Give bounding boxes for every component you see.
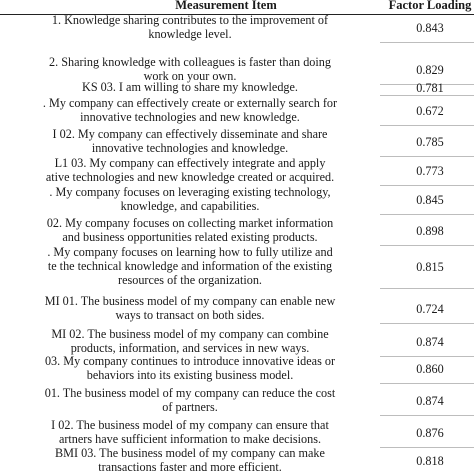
measurement-item-cell xyxy=(0,216,380,244)
factor-loading-cell: 0.672 xyxy=(416,104,444,118)
measurement-item-text: innovative technologies and new knowledge. xyxy=(80,110,300,124)
factor-loading-cell: 0.845 xyxy=(416,193,444,207)
table-row xyxy=(0,127,474,155)
factor-loading-cell: 0.785 xyxy=(416,135,444,149)
measurement-item-cell xyxy=(0,294,380,322)
row-divider xyxy=(380,415,474,416)
factor-loading-cell: 0.724 xyxy=(416,302,444,316)
measurement-item-text: ways to transact on both sides. xyxy=(115,308,265,322)
row-divider xyxy=(380,323,474,324)
table-row xyxy=(0,446,474,474)
measurement-item-text: 2. Sharing knowledge with colleagues is faster than doing xyxy=(49,55,331,69)
table-row xyxy=(0,216,474,244)
table-row xyxy=(0,294,474,322)
measurement-item-text: I 02. The business model of my company can ensure that xyxy=(51,418,329,432)
table-row xyxy=(0,55,474,83)
measurement-item-text: products, information, and services in new ways. xyxy=(70,341,310,355)
measurement-item-text: MI 02. The business model of my company can combine xyxy=(51,327,329,341)
factor-loading-cell: 0.876 xyxy=(416,426,444,440)
factor-loading-cell: 0.773 xyxy=(416,164,444,178)
measurement-item-cell xyxy=(0,80,380,94)
factor-loading-cell: 0.781 xyxy=(416,81,444,95)
table-row xyxy=(0,13,474,41)
measurement-item-text: transactions faster and more efficient. xyxy=(98,460,282,474)
measurement-item-text: . My company focuses on learning how to fully utilize and xyxy=(47,245,333,259)
measurement-item-text: . My company can effectively create or externally search for xyxy=(42,96,338,110)
factor-loading-cell: 0.818 xyxy=(416,454,444,468)
factor-loading-cell: 0.874 xyxy=(416,394,444,408)
factor-loading-cell: 0.815 xyxy=(416,260,444,274)
measurement-item-text: 01. The business model of my company can reduce the cost xyxy=(44,386,336,400)
table-row xyxy=(0,386,474,414)
measurement-item-cell xyxy=(0,55,380,83)
measurement-item-cell xyxy=(0,418,380,446)
table-row xyxy=(0,245,474,287)
measurement-item-text: MI 01. The business model of my company can enable new xyxy=(44,294,336,308)
factor-loading-cell: 0.829 xyxy=(416,63,444,77)
table-row xyxy=(0,156,474,184)
measurement-item-text: 1. Knowledge sharing contributes to the improvement of xyxy=(51,13,329,27)
table-row xyxy=(0,327,474,355)
measurement-item-cell xyxy=(0,354,380,382)
measurement-item-cell xyxy=(0,185,380,213)
measurement-item-cell xyxy=(0,13,380,41)
measurement-item-text: and business opportunities related existing products. xyxy=(62,230,318,244)
measurement-item-text: knowledge level. xyxy=(148,27,232,41)
row-divider xyxy=(380,383,474,384)
measurement-item-cell xyxy=(0,446,380,474)
factor-loading-cell: 0.860 xyxy=(416,362,444,376)
measurement-item-text: of partners. xyxy=(162,400,218,414)
measurement-item-text: artners have sufficient information to make decisions. xyxy=(58,432,322,446)
measurement-item-text: work on your own. xyxy=(143,69,237,83)
factor-loading-header: Factor Loading xyxy=(388,0,472,12)
table-row xyxy=(0,96,474,124)
measurement-item-text: BMI 03. The business model of my company can make xyxy=(55,446,325,460)
measurement-item-text: te the technical knowledge and information of the existing xyxy=(47,259,333,273)
table-row xyxy=(0,354,474,382)
row-divider xyxy=(380,125,474,126)
measurement-item-text: L1 03. My company can effectively integrate and apply xyxy=(54,156,326,170)
measurement-item-cell xyxy=(0,96,380,124)
measurement-item-text: innovative technologies and knowledge. xyxy=(91,141,289,155)
measurement-item-text: resources of the organization. xyxy=(118,273,262,287)
factor-loading-cell: 0.843 xyxy=(416,21,444,35)
measurement-item-text: ative technologies and new knowledge created or acquired. xyxy=(45,170,335,184)
measurement-item-cell xyxy=(0,386,380,414)
measurement-item-text: behaviors into its existing business model. xyxy=(86,368,294,382)
measurement-item-cell xyxy=(0,245,380,287)
measurement-item-text: KS 03. I am willing to share my knowledge. xyxy=(82,80,298,94)
table-row xyxy=(0,185,474,213)
factor-loading-cell: 0.898 xyxy=(416,224,444,238)
measurement-item-text: I 02. My company can effectively disseminate and share xyxy=(52,127,328,141)
table-row xyxy=(0,418,474,446)
row-divider xyxy=(380,214,474,215)
table-row xyxy=(0,80,474,94)
measurement-item-header: Measurement Item xyxy=(175,0,277,12)
measurement-item-cell xyxy=(0,156,380,184)
measurement-item-text: . My company focuses on leveraging existing technology, xyxy=(49,185,331,199)
measurement-item-text: 02. My company focuses on collecting market information xyxy=(46,216,334,230)
row-divider xyxy=(380,288,474,289)
measurement-item-text: 03. My company continues to introduce innovative ideas or xyxy=(44,354,336,368)
row-divider xyxy=(380,42,474,43)
measurement-item-cell xyxy=(0,327,380,355)
measurement-item-cell xyxy=(0,127,380,155)
factor-loading-cell: 0.874 xyxy=(416,335,444,349)
measurement-item-text: knowledge, and capabilities. xyxy=(120,199,260,213)
